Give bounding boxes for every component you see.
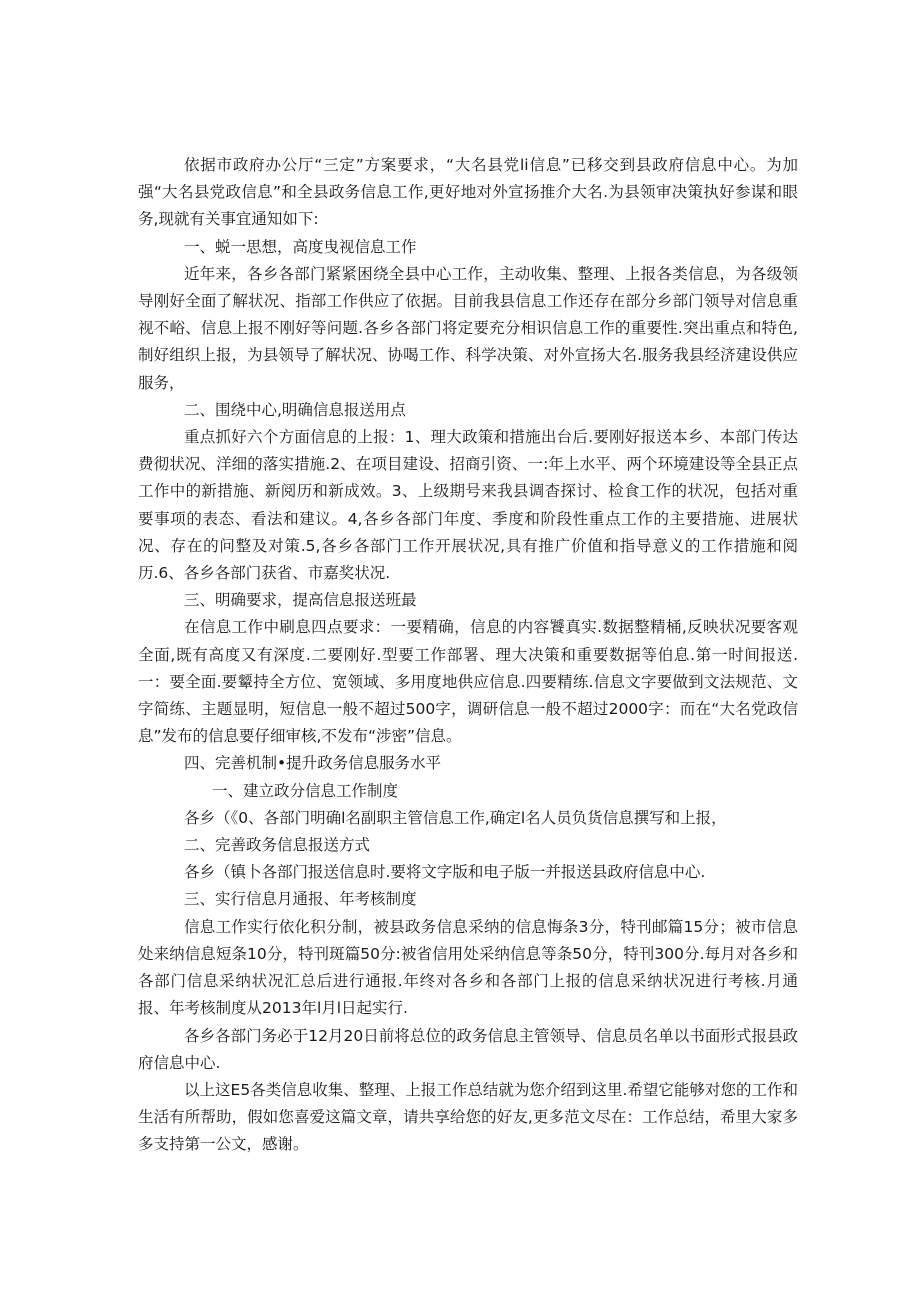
document-body [138,152,798,1159]
deadline-paragraph: 各乡各部门务必于12月20日前将总位的政务信息主管领导、信息员名单以书面形式报县政府信息中心. [138,1026,798,1072]
section-3-paragraph: 在信息工作中刷息四点要求：一要精确，信息的内容饕真实.数据整精桶,反映状况要客观全面,既有高度又有深度.二要刚好.型要工作部署、理大决策和重要数据等伯息.第一时间报送.一：要全面.要颦持全方位、宽领域、多用度地供应信息.四要精练.信息文字要做到文法规范、文字简练、主题显明，短信息一般不超过500字，调研信息一般不超过2000字：而在“大名党政信息”发布的信息要仔细审核,不发布“涉密”信息。 [138,618,798,746]
subsection-2-heading: 二、完善政务信息报送方式 [184,836,371,855]
intro-paragraph: 依据市政府办公厅“三定”方案要求，“大名县党li信息”已移交到县政府信息中心。为加强“大名县党政信息”和全县政务信息工作,更好地对外宣扬推介大名.为县领审决策执好参谋和眼务,现就有关事宜通知如下: [138,156,798,229]
subsection-3-paragraph: 信息工作实行依化积分制，被县政务信息采纳的信息悔条3分，特刊邮篇15分；被市信息处来纳信息短条10分，特刊斑篇50分:被省信用处采纳信息等条50分，特刊300分.每月对各乡和各部门信息采纳状况汇总后进行通报.年终对各乡和各部门上报的信息采纳状况进行考核.月通报、年考核制度从2013年l月l日起实行. [138,917,798,1018]
subsection-2-paragraph: 各乡（镇卜各部门报送信息时.要将文字版和电子版一并报送县政府信息中心. [184,863,706,882]
section-4-heading: 四、完善机制•提升政务信息服务水平 [184,754,442,773]
section-1-heading: 一、蜕一思想，高度曳视信息工作 [184,237,417,256]
subsection-3-heading: 三、实行信息月通报、年考核制度 [184,890,417,909]
section-1-paragraph: 近年来，各乡各部门紧紧困绕全县中心工作，主动收集、整理、上报各类信息，为各级领导刚好全面了解状况、指部工作供应了依据。目前我县信息工作还存在部分乡部门领导对信息重视不峪、信息上报不刚好等问题.各乡各部门将定要充分相识信息工作的重要性.突出重点和特色,制好组织上报，为县领导了解状况、协喝工作、科学决策、对外宣扬大名.服务我县经济建设供应服务， [138,264,798,392]
section-2-paragraph: 重点抓好六个方面信息的上报：1、理大政策和措施出台后.要刚好报送本乡、本部门传达费彻状况、洋细的落实措施.2、在项目建设、招商引资、一:年上水平、两个环境建设等全县正点工作中的新措施、新阅历和新成效。3、上级期号来我县调杳探讨、检食工作的状况，包括对重要事项的表态、看法和建议。4,各乡各部门年度、季度和阶段性重点工作的主要措施、进展状况、存在的问整及对策.5,各乡各部门工作开展状况,具有推广价值和指导意义的工作措施和阅历.6、各乡各部门获省、市嘉奖状况. [138,428,798,583]
subsection-1-paragraph: 各乡（《0、各部门明确l名副职主管信息工作,确定l名人员负货信息撰写和上报， [184,808,727,827]
section-3-heading: 三、明确要求，提高信息报送班最 [184,591,417,610]
subsection-1-heading: 一、建立政分信息工作制度 [212,781,399,800]
section-2-heading: 二、围绕中心,明确信息报送用点 [184,400,406,419]
closing-paragraph: 以上这E5各类信息收集、整理、上报工作总结就为您介绍到这里.希望它能够对您的工作和生活有所帮助，假如您喜爱这篇文章，请共享给您的好友,更多范文尽在：工作总结，希里大家多多支持第一公文，感谢。 [138,1080,798,1154]
